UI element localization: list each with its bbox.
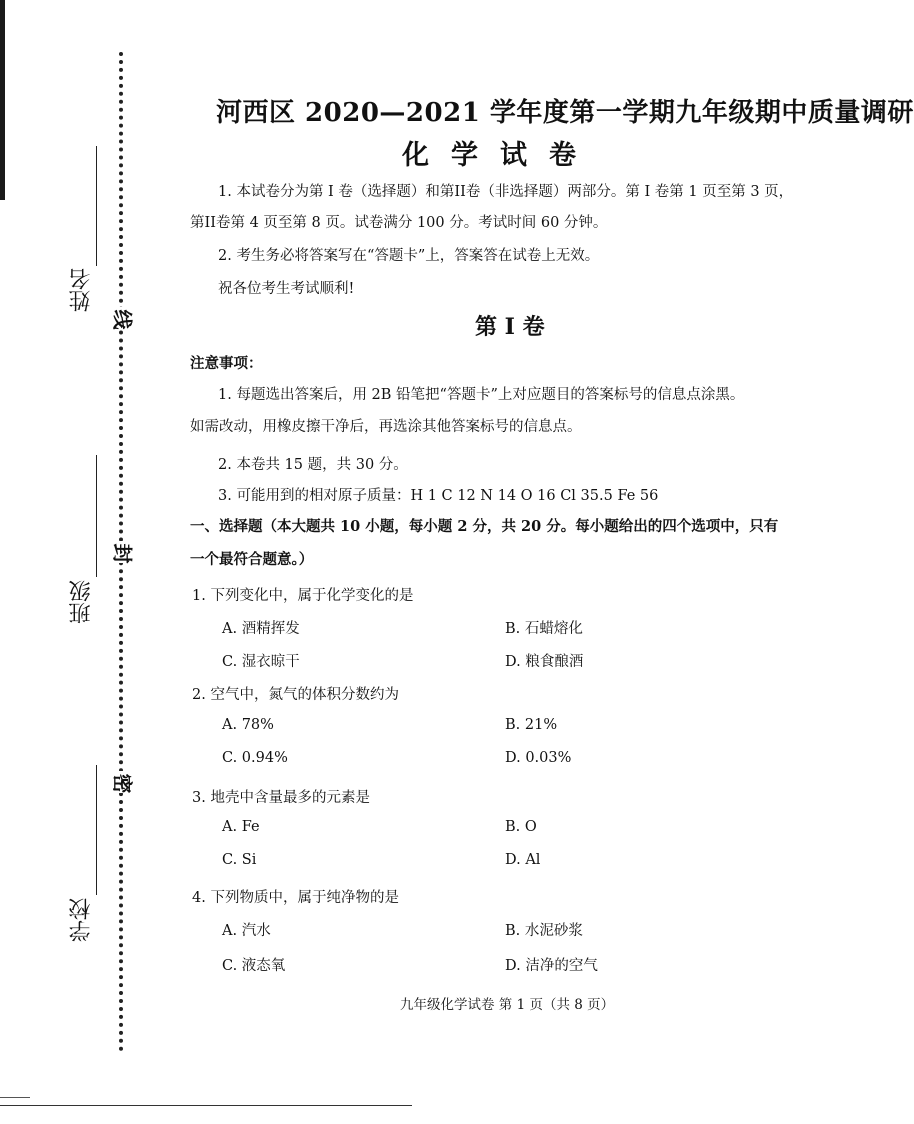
instruction-line-3: 2. 考生务必将答案写在“答题卡”上，答案答在试卷上无效。 [218,248,600,264]
question-4-option-d: D. 洁净的空气 [505,958,598,974]
question-2-option-b: B. 21% [505,717,558,733]
instruction-line-2: 第II卷第 4 页至第 8 页。试卷满分 100 分。考试时间 60 分钟。 [190,215,608,231]
section-heading-b: 一个最符合题意。） [190,551,314,568]
question-1-option-a: A. 酒精挥发 [222,621,300,637]
scan-edge-line-short [0,1097,30,1098]
instruction-line-4: 祝各位考生考试顺利! [218,281,355,297]
exam-subtitle: 化学试卷 [402,140,598,171]
question-1-stem: 1. 下列变化中，属于化学变化的是 [192,588,414,604]
notice-1b: 如需改动，用橡皮擦干净后，再选涂其他答案标号的信息点。 [190,419,582,435]
question-1-option-d: D. 粮食酿酒 [505,654,584,670]
seal-char-feng: 封 [113,540,133,564]
exam-title: 河西区 2020—2021 学年度第一学期九年级期中质量调研 [216,98,914,128]
instruction-line-1: 1. 本试卷分为第 I 卷（选择题）和第II卷（非选择题）两部分。第 I 卷第 1 页至第 3 页， [218,184,794,200]
question-3-option-d: D. Al [505,852,541,868]
question-3-option-b: B. O [505,819,537,835]
section-heading-a: 一、选择题（本大题共 10 小题，每小题 2 分，共 20 分。每小题给出的四个选项中，只有 [190,518,779,535]
question-2-stem: 2. 空气中，氮气的体积分数约为 [192,687,399,703]
question-1-option-b: B. 石蜡熔化 [505,621,583,637]
question-4-stem: 4. 下列物质中，属于纯净物的是 [192,890,399,906]
question-4-option-c: C. 液态氧 [222,958,286,974]
question-3-option-c: C. Si [222,852,257,868]
question-1-option-c: C. 湿衣晾干 [222,654,300,670]
question-4-option-a: A. 汽水 [222,923,271,939]
school-blank-line[interactable] [96,765,97,895]
notice-3: 3. 可能用到的相对原子质量：H 1 C 12 N 14 O 16 Cl 35.5 Fe 56 [218,488,659,504]
scan-edge-line [0,1105,412,1106]
scan-edge-bar [0,0,5,200]
page-footer: 九年级化学试卷 第 1 页（共 8 页） [400,997,615,1013]
question-4-option-b: B. 水泥砂浆 [505,923,583,939]
notice-2: 2. 本卷共 15 题，共 30 分。 [218,457,408,473]
question-3-stem: 3. 地壳中含量最多的元素是 [192,790,370,806]
part1-title: 第 I 卷 [475,314,545,340]
seal-char-xian: 线 [113,306,133,330]
question-2-option-a: A. 78% [222,717,274,733]
class-label: 班级 [69,580,94,624]
class-blank-line[interactable] [96,455,97,577]
notice-1a: 1. 每题选出答案后，用 2B 铅笔把“答题卡”上对应题目的答案标号的信息点涂黑。 [218,387,745,403]
name-blank-line[interactable] [96,146,97,266]
question-2-option-d: D. 0.03% [505,750,572,766]
school-label: 学校 [69,898,94,942]
seal-char-mi: 密 [113,770,133,794]
notice-heading: 注意事项： [190,355,263,372]
question-3-option-a: A. Fe [222,819,260,835]
question-2-option-c: C. 0.94% [222,750,288,766]
name-label: 姓名 [69,268,94,312]
